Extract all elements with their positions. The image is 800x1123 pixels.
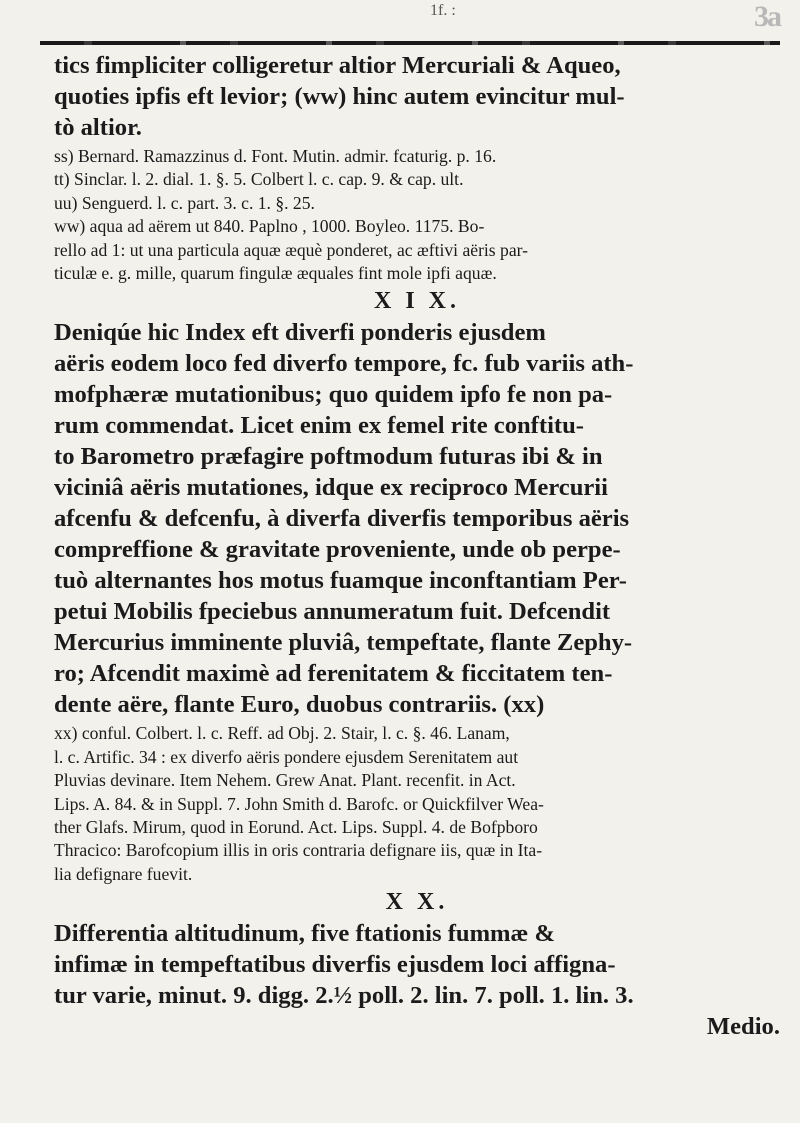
footnote-line: uu) Senguerd. l. c. part. 3. c. 1. §. 25. xyxy=(54,192,315,213)
body-line: mofphæræ mutationibus; quo quidem ipfo fe non pa- xyxy=(54,381,613,409)
footnote-line: Pluvias devinare. Item Nehem. Grew Anat. Plant. recenfit. in Act. xyxy=(54,770,516,791)
body-line: tuò alternantes hos motus fuamque inconftantiam Per- xyxy=(54,567,627,595)
top-rule xyxy=(40,41,780,45)
body-line: Differentia altitudinum, five ftationis fummæ & xyxy=(54,920,555,948)
footnote-line: Lips. A. 84. & in Suppl. 7. John Smith d. Barofc. or Quickfilver Wea- xyxy=(54,793,544,814)
running-head-mark: 1f. : xyxy=(430,2,456,19)
footnote-line: ww) aqua ad aërem ut 840. Paplno , 1000. Boyleo. 1175. Bo- xyxy=(54,216,485,237)
section-a-line: tò altior. xyxy=(54,114,142,141)
page-corner-mark: 3a xyxy=(754,0,780,33)
body-line: infimæ in tempeftatibus diverfis ejusdem loci affigna- xyxy=(54,951,616,979)
section-heading-xx: X X. xyxy=(385,889,449,916)
footnote-line: tt) Sinclar. l. 2. dial. 1. §. 5. Colbert l. c. cap. 9. & cap. ult. xyxy=(54,169,464,190)
section-a-line: tics fimpliciter colligeretur altior Mercuriali & Aqueo, xyxy=(54,52,621,79)
footnote-line: ss) Bernard. Ramazzinus d. Font. Mutin. admir. fcaturig. p. 16. xyxy=(54,146,497,166)
footnote-line: ther Glafs. Mirum, quod in Eorund. Act. Lips. Suppl. 4. de Bofpboro xyxy=(54,817,538,838)
section-a-line: quoties ipfis eft levior; (ww) hinc autem evincitur mul- xyxy=(54,83,625,110)
footnote-line: Thracico: Barofcopium illis in oris contraria defignare iis, quæ in Ita- xyxy=(54,840,543,861)
body-line: Deniqúe hic Index eft diverfi ponderis ejusdem xyxy=(54,319,546,347)
body-line: dente aëre, flante Euro, duobus contrariis. (xx) xyxy=(54,691,545,719)
body-line: to Barometro præfagire poftmodum futuras ibi & in xyxy=(54,443,603,471)
body-line: Mercurius imminente pluviâ, tempeftate, flante Zephy- xyxy=(54,629,633,657)
body-line: tur varie, minut. 9. digg. 2.½ poll. 2. lin. 7. poll. 1. lin. 3. xyxy=(54,982,634,1010)
footnote-line: rello ad 1: ut una particula aquæ æquè ponderet, ac æftivi aëris par- xyxy=(54,239,529,260)
body-line: petui Mobilis fpeciebus annumeratum fuit. Defcendit xyxy=(54,598,611,626)
body-line: rum commendat. Licet enim ex femel rite conftitu- xyxy=(54,412,584,440)
footnote-line: ticulæ e. g. mille, quarum fingulæ æquales fint mole ipfi aquæ. xyxy=(54,263,497,284)
body-line: compreffione & gravitate proveniente, unde ob perpe- xyxy=(54,536,621,564)
footnote-line: lia defignare fuevit. xyxy=(54,863,193,884)
section-heading-xix: X I X. xyxy=(373,288,460,315)
body-line: afcenfu & defcenfu, à diverfa diverfis temporibus aëris xyxy=(54,505,630,533)
footnote-line: l. c. Artific. 34 : ex diverfo aëris pondere ejusdem Serenitatem aut xyxy=(54,746,519,767)
catchword: Medio. xyxy=(706,1013,780,1041)
body-line: aëris eodem loco fed diverfo tempore, fc. fub variis ath- xyxy=(54,350,634,378)
body-line: ro; Afcendit maximè ad ferenitatem & ficcitatem ten- xyxy=(54,660,613,688)
text-body xyxy=(54,50,780,1042)
body-line: viciniâ aëris mutationes, idque ex reciproco Mercurii xyxy=(54,474,608,502)
footnote-line: xx) conful. Colbert. l. c. Reff. ad Obj. 2. Stair, l. c. §. 46. Lanam, xyxy=(54,723,510,744)
